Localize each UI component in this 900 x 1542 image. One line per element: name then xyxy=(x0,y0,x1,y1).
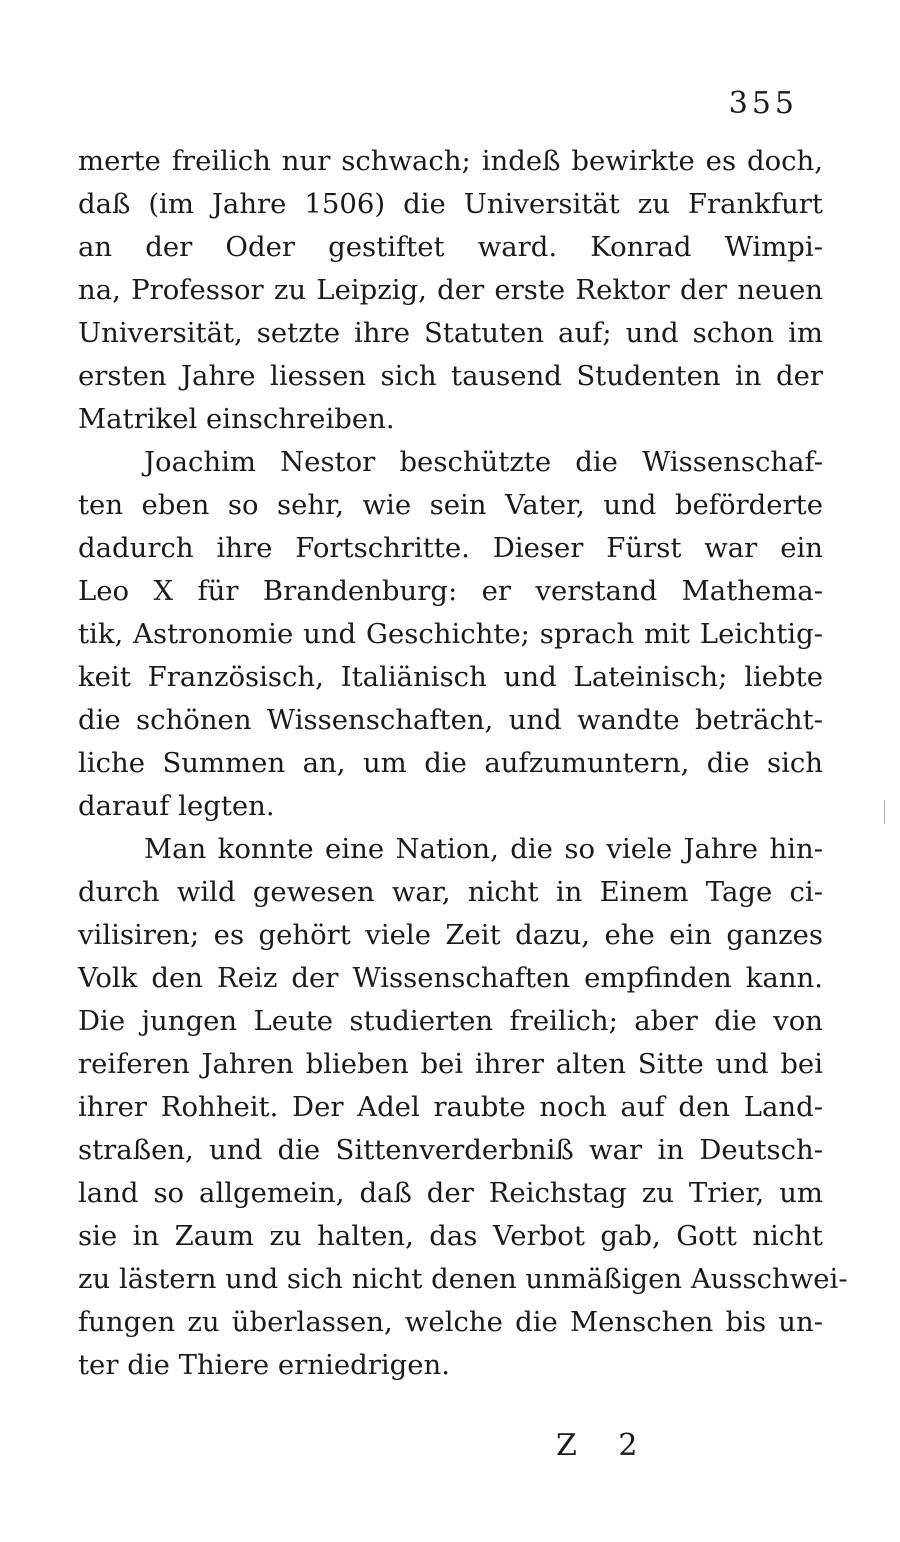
text-line: fungen zu überlassen, welche die Menschen bis un- xyxy=(78,1306,823,1338)
text-line: durch wild gewesen war, nicht in Einem Tage ci- xyxy=(78,876,823,908)
page-edge-mark xyxy=(884,800,885,824)
text-line: an der Oder gestiftet ward. Konrad Wimpi- xyxy=(78,231,823,263)
text-line: die schönen Wissenschaften, und wandte beträcht- xyxy=(78,704,823,736)
paragraph-2 xyxy=(78,441,823,828)
text-line: sie in Zaum zu halten, das Verbot gab, Gott nicht xyxy=(78,1220,823,1252)
text-line: keit Französisch, Italiänisch und Lateinisch; liebte xyxy=(78,661,823,693)
text-line: darauf legten. xyxy=(78,790,275,822)
paragraph-3 xyxy=(78,828,848,1387)
text-line: na, Professor zu Leipzig, der erste Rektor der neuen xyxy=(78,274,823,306)
body-text xyxy=(78,140,848,1387)
text-line: ter die Thiere erniedrigen. xyxy=(78,1349,450,1381)
text-line: merte freilich nur schwach; indeß bewirkte es doch, xyxy=(78,145,823,177)
text-line: ten eben so sehr, wie sein Vater, und beförderte xyxy=(78,489,823,521)
text-line: Man konnte eine Nation, die so viele Jahre hin- xyxy=(144,833,823,865)
text-line: Joachim Nestor beschützte die Wissenschaf- xyxy=(144,446,823,478)
signature-mark: Z 2 xyxy=(556,1428,654,1463)
text-line: straßen, und die Sittenverderbniß war in Deutsch- xyxy=(78,1134,823,1166)
text-line: Universität, setzte ihre Statuten auf; und schon im xyxy=(78,317,823,349)
text-line: Matrikel einschreiben. xyxy=(78,403,395,435)
text-line: daß (im Jahre 1506) die Universität zu Frankfurt xyxy=(78,188,823,220)
text-line: Die jungen Leute studierten freilich; aber die von xyxy=(78,1005,823,1037)
text-line: zu lästern und sich nicht denen unmäßigen Ausschwei- xyxy=(78,1263,848,1295)
text-line: Leo X für Brandenburg: er verstand Mathema- xyxy=(78,575,823,607)
text-line: reiferen Jahren blieben bei ihrer alten Sitte und bei xyxy=(78,1048,823,1080)
text-line: Volk den Reiz der Wissenschaften empfinden kann. xyxy=(78,962,823,994)
text-line: ihrer Rohheit. Der Adel raubte noch auf den Land- xyxy=(78,1091,823,1123)
page-number: 355 xyxy=(728,86,798,121)
text-line: land so allgemein, daß der Reichstag zu Trier, um xyxy=(78,1177,823,1209)
text-line: tik, Astronomie und Geschichte; sprach mit Leichtig- xyxy=(78,618,823,650)
text-line: vilisiren; es gehört viele Zeit dazu, ehe ein ganzes xyxy=(78,919,823,951)
text-line: ersten Jahre liessen sich tausend Studenten in der xyxy=(78,360,823,392)
text-line: dadurch ihre Fortschritte. Dieser Fürst war ein xyxy=(78,532,823,564)
paragraph-1 xyxy=(78,140,823,441)
text-line: liche Summen an, um die aufzumuntern, die sich xyxy=(78,747,823,779)
